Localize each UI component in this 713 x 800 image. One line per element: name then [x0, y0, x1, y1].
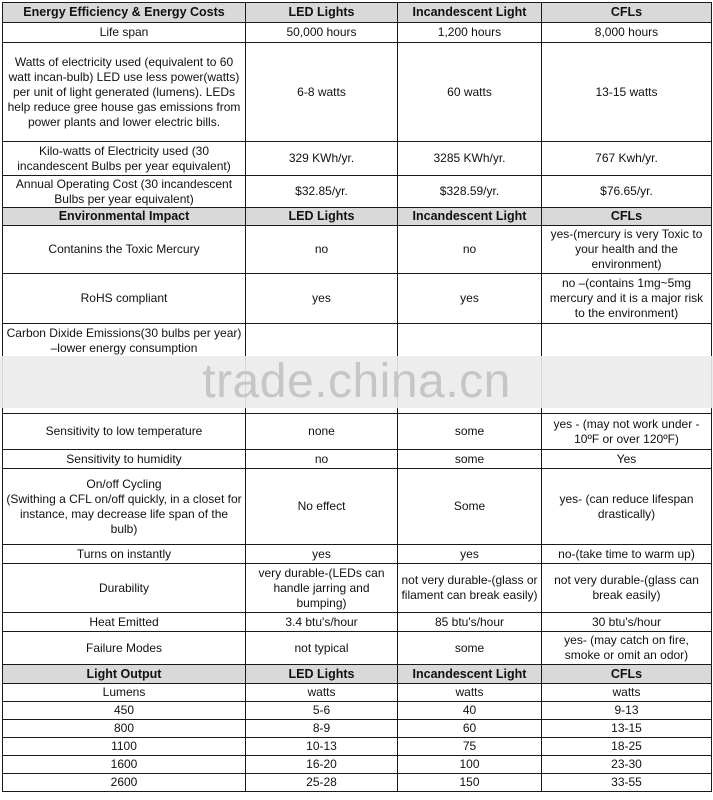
cell: yes: [398, 274, 542, 324]
cell: watts: [542, 684, 712, 702]
row-label: Durability: [3, 564, 246, 613]
cell: 100: [398, 756, 542, 774]
cell: $328.59/yr.: [398, 176, 542, 208]
cell: 30 btu's/hour: [542, 613, 712, 632]
cell: some: [398, 414, 542, 450]
cell: not very durable-(glass or filament can break easily): [398, 564, 542, 613]
table-row: [3, 613, 712, 632]
table-row: [3, 450, 712, 469]
cell: 1100: [3, 738, 246, 756]
cell: no: [246, 450, 398, 469]
cell: 25-28: [246, 774, 398, 792]
cell: 75: [398, 738, 542, 756]
row-label: Sensitivity to humidity: [3, 450, 246, 469]
cell: No effect: [246, 469, 398, 545]
table-row: [3, 469, 712, 545]
header-cell: Incandescent Light: [398, 208, 542, 226]
row-label: Watts of electricity used (equivalent to 60 watt incan-bulb) LED use less power(watts) per unit of light generated (lumens). LEDs help reduce gree house gas emissions from power plants and lower electric bills.: [3, 43, 246, 142]
row-label: Contanins the Toxic Mercury: [3, 226, 246, 274]
cell: 3.4 btu's/hour: [246, 613, 398, 632]
table-row: [3, 226, 712, 274]
cell: 18-25: [542, 738, 712, 756]
cell: 8-9: [246, 720, 398, 738]
row-label: Failure Modes: [3, 632, 246, 665]
cell: 6-8 watts: [246, 43, 398, 142]
row-label: Annual Operating Cost (30 incandescent Bulbs per year equivalent): [3, 176, 246, 208]
table-row: [3, 142, 712, 176]
cell: 2600: [3, 774, 246, 792]
row-label: On/off Cycling (Swithing a CFL on/off quickly, in a closet for instance, may decrease life span of the bulb): [3, 469, 246, 545]
cell: 50,000 hours: [246, 23, 398, 43]
cell: 33-55: [542, 774, 712, 792]
cell: 13-15 watts: [542, 43, 712, 142]
cell: 40: [398, 702, 542, 720]
cell: Lumens: [3, 684, 246, 702]
cell: 85 btu's/hour: [398, 613, 542, 632]
cell: some: [398, 450, 542, 469]
cell: 329 KWh/yr.: [246, 142, 398, 176]
env-header-row: [3, 208, 712, 226]
table-row: [3, 774, 712, 792]
header-cell: CFLs: [542, 665, 712, 684]
table-row: [3, 274, 712, 324]
cell: no: [246, 226, 398, 274]
cell: 16-20: [246, 756, 398, 774]
cell: 8,000 hours: [542, 23, 712, 43]
cell: yes: [246, 545, 398, 564]
cell: very durable-(LEDs can handle jarring and bumping): [246, 564, 398, 613]
table-row: [3, 414, 712, 450]
table-row: [3, 632, 712, 665]
row-label: Turns on instantly: [3, 545, 246, 564]
header-cell: LED Lights: [246, 665, 398, 684]
header-cell: Environmental Impact: [3, 208, 246, 226]
cell: 800: [3, 720, 246, 738]
header-cell: LED Lights: [246, 208, 398, 226]
table-row: [3, 702, 712, 720]
cell: yes: [398, 545, 542, 564]
cell: yes- (can reduce lifespan drastically): [542, 469, 712, 545]
table-row: [3, 43, 712, 142]
cell: 13-15: [542, 720, 712, 738]
cell: 3285 KWh/yr.: [398, 142, 542, 176]
header-cell: CFLs: [542, 208, 712, 226]
cell: not very durable-(glass can break easily): [542, 564, 712, 613]
cell: 10-13: [246, 738, 398, 756]
cell: yes- (may catch on fire, smoke or omit an odor): [542, 632, 712, 665]
cell: 9-13: [542, 702, 712, 720]
cell: no-(take time to warm up): [542, 545, 712, 564]
table-row: [3, 545, 712, 564]
cell: 1,200 hours: [398, 23, 542, 43]
row-label: Sensitivity to low temperature: [3, 414, 246, 450]
cell: yes - (may not work under - 10ºF or over 120ºF): [542, 414, 712, 450]
table-row: [3, 564, 712, 613]
cell: 60 watts: [398, 43, 542, 142]
table-row: [3, 720, 712, 738]
cell: 60: [398, 720, 542, 738]
cell: watts: [398, 684, 542, 702]
table-row: [3, 23, 712, 43]
row-label: RoHS compliant: [3, 274, 246, 324]
cell: none: [246, 414, 398, 450]
cell: no –(contains 1mg~5mg mercury and it is a major risk to the environment): [542, 274, 712, 324]
cell: 150: [398, 774, 542, 792]
cell: $76.65/yr.: [542, 176, 712, 208]
header-cell: Energy Efficiency & Energy Costs: [3, 3, 246, 23]
row-label: Life span: [3, 23, 246, 43]
watermark-text: trade.china.cn: [202, 355, 511, 408]
cell: 767 Kwh/yr.: [542, 142, 712, 176]
row-label: Heat Emitted: [3, 613, 246, 632]
cell: 5-6: [246, 702, 398, 720]
energy-header-row: [3, 3, 712, 23]
header-cell: LED Lights: [246, 3, 398, 23]
cell: 1600: [3, 756, 246, 774]
cell: $32.85/yr.: [246, 176, 398, 208]
cell: watts: [246, 684, 398, 702]
cell: Yes: [542, 450, 712, 469]
cell: some: [398, 632, 542, 665]
header-cell: Incandescent Light: [398, 665, 542, 684]
row-label: Kilo-watts of Electricity used (30 incandescent Bulbs per year equivalent): [3, 142, 246, 176]
table-row: [3, 176, 712, 208]
units-row: [3, 684, 712, 702]
cell: Some: [398, 469, 542, 545]
cell: 23-30: [542, 756, 712, 774]
header-cell: CFLs: [542, 3, 712, 23]
header-cell: Incandescent Light: [398, 3, 542, 23]
cell: yes-(mercury is very Toxic to your health and the environment): [542, 226, 712, 274]
cell: no: [398, 226, 542, 274]
cell: yes: [246, 274, 398, 324]
table-row: [3, 756, 712, 774]
table-row: [3, 738, 712, 756]
cell: not typical: [246, 632, 398, 665]
row-label: Carbon Dixide Emissions(30 bulbs per year) –lower energy consumption: [3, 324, 246, 414]
output-header-row: [3, 665, 712, 684]
header-cell: Light Output: [3, 665, 246, 684]
cell: 450: [3, 702, 246, 720]
